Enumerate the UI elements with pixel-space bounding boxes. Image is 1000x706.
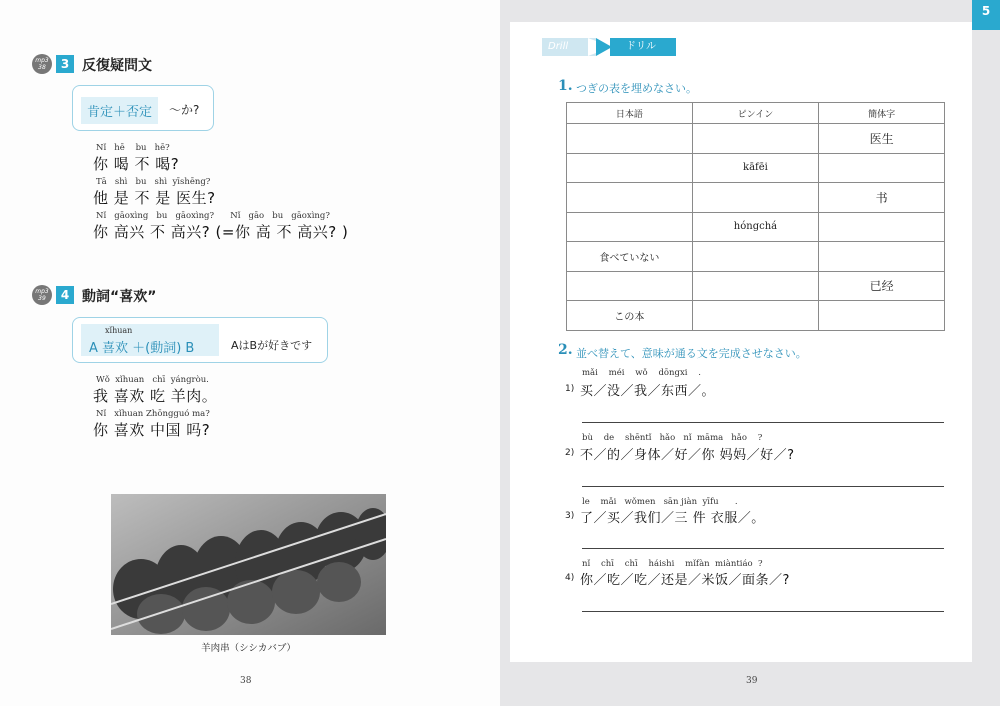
- table-cell[interactable]: [819, 242, 945, 272]
- photo-caption: 羊肉串（シシカバブ）: [201, 643, 296, 654]
- pattern-meaning: AはBが好きです: [231, 339, 313, 352]
- table-cell[interactable]: [692, 242, 819, 272]
- example-hanzi: 你 高兴 不 高兴? (=你 高 不 高兴? ): [93, 223, 349, 241]
- table-row: [567, 212, 945, 242]
- mp3-39-icon[interactable]: [32, 285, 52, 305]
- item-hanzi: 你／吃／吃／还是／米饭／面条／?: [580, 573, 790, 588]
- table-cell[interactable]: [692, 271, 819, 301]
- mp3-38-icon[interactable]: [32, 54, 52, 74]
- table-cell[interactable]: [567, 212, 693, 242]
- example-pinyin: Nǐ hē bu hē?: [96, 143, 170, 153]
- pattern-suffix: ～か?: [169, 103, 200, 117]
- drill-arrow-icon: [588, 38, 612, 56]
- section-title: 動詞“喜欢”: [82, 289, 157, 305]
- table-row: [567, 153, 945, 183]
- table-cell[interactable]: [567, 183, 693, 213]
- table-row: [567, 183, 945, 213]
- table-cell[interactable]: [567, 153, 693, 183]
- item-label: 1): [565, 384, 575, 394]
- answer-line[interactable]: [582, 611, 944, 612]
- right-page: [500, 0, 1000, 706]
- example-pinyin: Nǐ gāoxìng bu gāoxìng? Nǐ gāo bu gāoxìng?: [96, 211, 330, 221]
- table-cell[interactable]: 医生: [819, 124, 945, 154]
- drill-jp: ドリル: [610, 38, 676, 56]
- pattern-box: [72, 85, 214, 131]
- kebab-photo-image: [111, 494, 386, 635]
- item-hanzi: 了／买／我们／三 件 衣服／。: [580, 511, 765, 526]
- pattern-pinyin: xǐhuan: [105, 326, 133, 335]
- table-row: [567, 271, 945, 301]
- table-cell[interactable]: hóngchá: [692, 212, 819, 242]
- question-text: 並べ替えて、意味が通る文を完成させなさい。: [576, 347, 807, 360]
- chapter-tab: 5: [972, 0, 1000, 30]
- page-number: 39: [746, 676, 758, 686]
- column-header: 日本語: [567, 103, 693, 124]
- item-hanzi: 买／没／我／东西／。: [580, 384, 716, 399]
- column-header: ピンイン: [692, 103, 819, 124]
- example-hanzi: 你 喝 不 喝?: [93, 155, 180, 173]
- table-cell[interactable]: [692, 183, 819, 213]
- table-cell[interactable]: [819, 153, 945, 183]
- item-label: 3): [565, 511, 575, 521]
- answer-line[interactable]: [582, 486, 944, 487]
- pattern-highlight: 肯定＋否定: [81, 97, 158, 124]
- example-hanzi: 我 喜欢 吃 羊肉。: [93, 387, 218, 405]
- table-row: [567, 301, 945, 331]
- mp3-label: mp3: [35, 57, 49, 64]
- item-pinyin: le mǎi wǒmen sān jiàn yīfu .: [582, 497, 738, 507]
- table-cell[interactable]: kāfēi: [692, 153, 819, 183]
- example-hanzi: 你 喜欢 中国 吗?: [93, 421, 211, 439]
- table-row: [567, 242, 945, 272]
- example-hanzi: 他 是 不 是 医生?: [93, 189, 216, 207]
- item-label: 2): [565, 448, 575, 458]
- mp3-label: mp3: [35, 288, 49, 295]
- example-pinyin: Wǒ xǐhuan chī yángròu.: [96, 375, 209, 385]
- table-cell[interactable]: 食べていない: [567, 242, 693, 272]
- item-hanzi: 不／的／身体／好／你 妈妈／好／?: [580, 448, 795, 463]
- table-cell[interactable]: [819, 212, 945, 242]
- answer-line[interactable]: [582, 548, 944, 549]
- item-pinyin: mǎi méi wǒ dōngxi .: [582, 368, 701, 378]
- section-number: 4: [56, 286, 74, 304]
- drill-header: [542, 38, 676, 56]
- section-number: 3: [56, 55, 74, 73]
- pattern-formula: A 喜欢 ＋(動詞) B: [89, 341, 195, 356]
- mp3-track: 39: [38, 295, 46, 302]
- table-cell[interactable]: [819, 301, 945, 331]
- answer-line[interactable]: [582, 422, 944, 423]
- question-number: 1.: [558, 78, 573, 94]
- right-page-content: [510, 22, 972, 662]
- table-cell[interactable]: この本: [567, 301, 693, 331]
- table-cell[interactable]: [692, 301, 819, 331]
- table-cell[interactable]: [567, 124, 693, 154]
- pattern-box: [72, 317, 328, 363]
- example-pinyin: Tā shì bu shì yīshēng?: [96, 177, 211, 187]
- item-pinyin: bù de shēntǐ hǎo nǐ māma hǎo ?: [582, 433, 763, 443]
- table-cell[interactable]: 已经: [819, 271, 945, 301]
- table-cell[interactable]: [692, 124, 819, 154]
- page-number: 38: [240, 676, 252, 686]
- table-row: [567, 124, 945, 154]
- table-header-row: [567, 103, 945, 124]
- item-pinyin: nǐ chī chī háishi mǐfàn miàntiáo ?: [582, 559, 763, 569]
- example-pinyin: Nǐ xǐhuan Zhōngguó ma?: [96, 409, 210, 419]
- question-number: 2.: [558, 342, 573, 358]
- kebab-photo: [111, 494, 386, 635]
- table-cell[interactable]: [567, 271, 693, 301]
- column-header: 簡体字: [819, 103, 945, 124]
- mp3-track: 38: [38, 64, 46, 71]
- fill-table: [566, 102, 945, 331]
- drill-en: Drill: [542, 38, 596, 56]
- question-text: つぎの表を埋めなさい。: [576, 82, 697, 95]
- section-title: 反復疑問文: [82, 58, 152, 74]
- table-cell[interactable]: 书: [819, 183, 945, 213]
- item-label: 4): [565, 573, 575, 583]
